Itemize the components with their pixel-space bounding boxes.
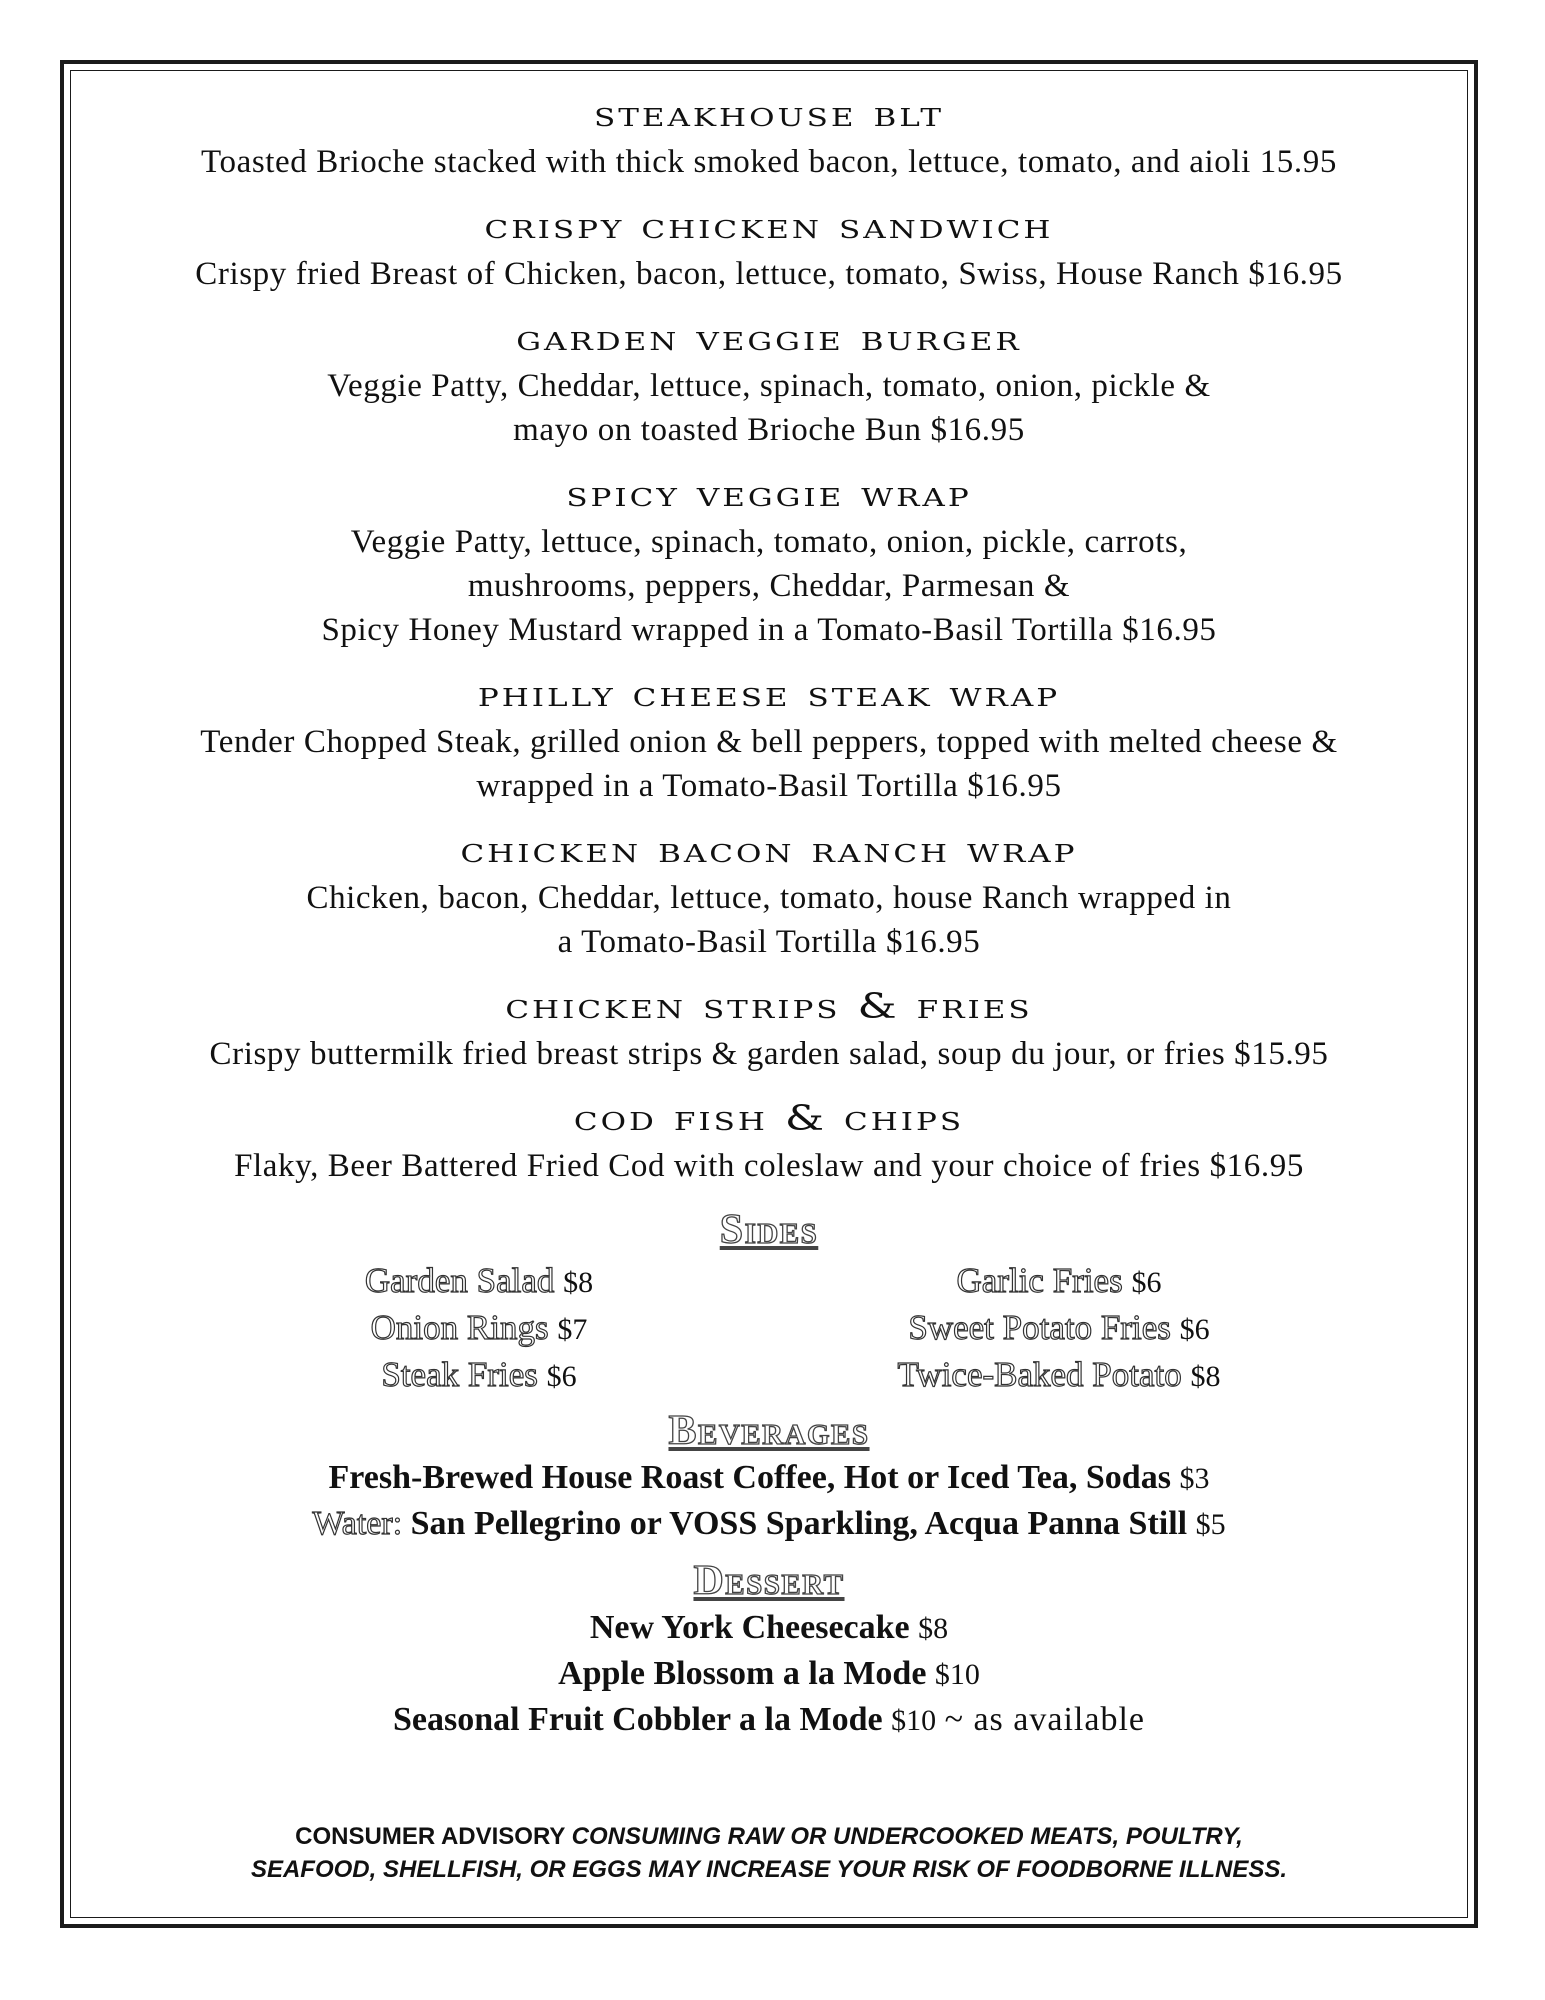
sides-section (72, 1206, 1466, 1399)
menu-item-title: steakhouse blt (593, 94, 945, 135)
menu-item-description (72, 140, 1466, 184)
menu-item-description (72, 520, 1466, 652)
description-line: Veggie Patty, Cheddar, lettuce, spinach, tomato, onion, pickle & (327, 368, 1211, 404)
water-label: Water: (312, 1505, 403, 1542)
beverage-line (72, 1455, 1466, 1501)
advisory-line (72, 1853, 1466, 1886)
menu-item (72, 826, 1466, 964)
side-item (381, 1352, 576, 1399)
dessert-price: $8 (918, 1612, 949, 1645)
dessert-note: ~ as available (944, 1701, 1145, 1738)
side-name: Steak Fries (381, 1355, 538, 1394)
beverage-text: San Pellegrino or VOSS Sparkling, Acqua Panna Still (410, 1505, 1188, 1542)
menu-item-description (72, 1144, 1466, 1188)
menu-item (72, 90, 1466, 184)
description-line: Chicken, bacon, Cheddar, lettuce, tomato, house Ranch wrapped in (306, 880, 1232, 916)
consumer-advisory (72, 1820, 1466, 1886)
menu-item-title: philly cheese steak wrap (477, 674, 1061, 715)
sides-column-right (779, 1258, 1339, 1399)
description-line: wrapped in a Tomato-Basil Tortilla $16.95 (476, 768, 1062, 804)
side-item (365, 1258, 593, 1305)
menu-item (72, 1094, 1466, 1188)
menu-item (72, 202, 1466, 296)
menu-item-description (72, 252, 1466, 296)
menu-item-description (72, 1032, 1466, 1076)
side-item (371, 1305, 588, 1352)
side-price: $8 (1190, 1360, 1221, 1393)
dessert-price: $10 (934, 1658, 980, 1691)
side-name: Garden Salad (364, 1261, 555, 1300)
menu-item-description (72, 720, 1466, 808)
advisory-text: CONSUMING RAW OR UNDERCOOKED MEATS, POULTRY, (571, 1823, 1243, 1850)
side-item (897, 1352, 1220, 1399)
beverage-price: $5 (1195, 1508, 1226, 1541)
menu-item-title: crispy chicken sandwich (484, 206, 1054, 247)
side-name: Garlic Fries (956, 1261, 1123, 1300)
menu-item (72, 470, 1466, 652)
advisory-line (72, 1820, 1466, 1853)
sides-heading: Sides (719, 1207, 819, 1253)
side-name: Sweet Potato Fries (908, 1308, 1171, 1347)
description-line: a Tomato-Basil Tortilla $16.95 (557, 924, 981, 960)
menu-item-title: spicy veggie wrap (566, 474, 972, 515)
beverages-section (72, 1407, 1466, 1547)
dessert-name: Seasonal Fruit Cobbler a la Mode (393, 1701, 883, 1738)
dessert-item (72, 1651, 1466, 1697)
side-price: $8 (563, 1266, 594, 1299)
description-line: Veggie Patty, lettuce, spinach, tomato, onion, pickle, carrots, (350, 524, 1188, 560)
side-name: Twice-Baked Potato (897, 1355, 1182, 1394)
sides-grid (72, 1258, 1466, 1399)
menu-content (72, 90, 1466, 1743)
beverages-heading: Beverages (668, 1408, 870, 1454)
menu-item-title: chicken bacon ranch wrap (460, 830, 1078, 871)
dessert-name: New York Cheesecake (589, 1609, 910, 1646)
menu-item-description (72, 364, 1466, 452)
dessert-heading: Dessert (693, 1558, 845, 1604)
dessert-item (72, 1605, 1466, 1651)
side-name: Onion Rings (370, 1308, 549, 1347)
menu-item-title: cod fish & chips (573, 1098, 965, 1139)
dessert-price: $10 (891, 1704, 937, 1737)
menu-item (72, 982, 1466, 1076)
advisory-label: CONSUMER ADVISORY (295, 1823, 565, 1850)
side-item (908, 1305, 1209, 1352)
advisory-text: SEAFOOD, SHELLFISH, OR EGGS MAY INCREASE YOUR RISK OF FOODBORNE ILLNESS. (250, 1856, 1288, 1883)
beverage-line (72, 1501, 1466, 1547)
menu-item (72, 314, 1466, 452)
menu-item-description (72, 876, 1466, 964)
beverage-text: Fresh-Brewed House Roast Coffee, Hot or Iced Tea, Sodas (328, 1459, 1171, 1496)
sides-column-left (199, 1258, 759, 1399)
dessert-section (72, 1557, 1466, 1743)
dessert-item (72, 1697, 1466, 1743)
side-price: $6 (1179, 1313, 1210, 1346)
description-line: mushrooms, peppers, Cheddar, Parmesan & (467, 568, 1071, 604)
description-line: Crispy fried Breast of Chicken, bacon, lettuce, tomato, Swiss, House Ranch $16.95 (195, 256, 1343, 292)
side-price: $6 (1131, 1266, 1162, 1299)
menu-item-title: garden veggie burger (516, 318, 1022, 359)
side-item (957, 1258, 1162, 1305)
side-price: $6 (546, 1360, 577, 1393)
description-line: mayo on toasted Brioche Bun $16.95 (513, 412, 1025, 448)
description-line: Tender Chopped Steak, grilled onion & bell peppers, topped with melted cheese & (200, 724, 1338, 760)
description-line: Crispy buttermilk fried breast strips & garden salad, soup du jour, or fries $15.95 (209, 1036, 1329, 1072)
menu-item-title: chicken strips & fries (505, 986, 1033, 1027)
dessert-name: Apple Blossom a la Mode (558, 1655, 927, 1692)
side-price: $7 (557, 1313, 588, 1346)
description-line: Toasted Brioche stacked with thick smoked bacon, lettuce, tomato, and aioli 15.95 (201, 144, 1337, 180)
description-line: Spicy Honey Mustard wrapped in a Tomato-Basil Tortilla $16.95 (321, 612, 1217, 648)
menu-item (72, 670, 1466, 808)
beverage-price: $3 (1179, 1462, 1210, 1495)
description-line: Flaky, Beer Battered Fried Cod with coleslaw and your choice of fries $16.95 (234, 1148, 1304, 1184)
